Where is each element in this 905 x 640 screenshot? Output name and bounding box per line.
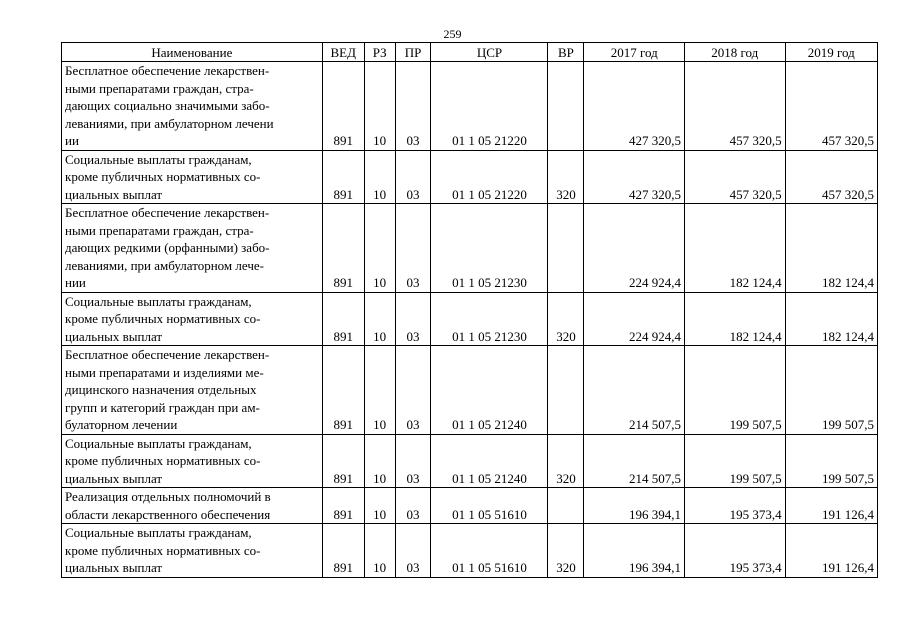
- row-2018: 457 320,5: [684, 150, 785, 204]
- row-ved: 891: [322, 62, 364, 151]
- row-csr: 01 1 05 21240: [431, 346, 548, 435]
- row-2017: 196 394,1: [584, 524, 685, 578]
- row-2017: 224 924,4: [584, 204, 685, 293]
- row-name: Бесплатное обеспечение лекарствен- ными препаратами граждан, стра- дающих редкими (орфанными) забо- леваниями, при амбулаторном лече- нии: [62, 204, 323, 293]
- row-name: Бесплатное обеспечение лекарствен- ными препаратами граждан, стра- дающих социально значимыми забо- леваниями, при амбулаторном лечени ии: [62, 62, 323, 151]
- row-2019: 199 507,5: [785, 434, 877, 488]
- row-pr: 03: [395, 434, 431, 488]
- row-2017: 427 320,5: [584, 62, 685, 151]
- row-vr: 320: [548, 524, 584, 578]
- row-2017: 214 507,5: [584, 346, 685, 435]
- row-2019: 191 126,4: [785, 524, 877, 578]
- row-2017: 427 320,5: [584, 150, 685, 204]
- header-rz: РЗ: [364, 43, 395, 62]
- row-2018: 182 124,4: [684, 204, 785, 293]
- row-2018: 199 507,5: [684, 434, 785, 488]
- row-csr: 01 1 05 21230: [431, 292, 548, 346]
- page-number: 259: [443, 27, 462, 41]
- budget-table: [61, 42, 878, 578]
- table-row: [62, 346, 878, 435]
- header-row: [62, 43, 878, 62]
- row-vr: [548, 346, 584, 435]
- row-ved: 891: [322, 292, 364, 346]
- row-vr: [548, 204, 584, 293]
- row-2017: 224 924,4: [584, 292, 685, 346]
- table-row: [62, 292, 878, 346]
- header-vr: ВР: [548, 43, 584, 62]
- row-rz: 10: [364, 62, 395, 151]
- header-csr: ЦСР: [431, 43, 548, 62]
- header-2018: 2018 год: [684, 43, 785, 62]
- row-ved: 891: [322, 434, 364, 488]
- row-pr: 03: [395, 150, 431, 204]
- table-row: [62, 524, 878, 578]
- row-2019: 199 507,5: [785, 346, 877, 435]
- row-ved: 891: [322, 346, 364, 435]
- row-vr: 320: [548, 434, 584, 488]
- row-name: Бесплатное обеспечение лекарствен- ными препаратами и изделиями ме- дицинского назначения отдельных групп и категорий граждан при ам- булаторном лечении: [62, 346, 323, 435]
- row-ved: 891: [322, 488, 364, 524]
- row-name: Социальные выплаты гражданам, кроме публичных нормативных со- циальных выплат: [62, 292, 323, 346]
- row-2019: 182 124,4: [785, 204, 877, 293]
- row-csr: 01 1 05 21220: [431, 150, 548, 204]
- row-2019: 457 320,5: [785, 150, 877, 204]
- table-row: [62, 488, 878, 524]
- row-ved: 891: [322, 524, 364, 578]
- row-vr: 320: [548, 150, 584, 204]
- header-name: Наименование: [62, 43, 323, 62]
- row-2018: 457 320,5: [684, 62, 785, 151]
- row-2018: 182 124,4: [684, 292, 785, 346]
- row-pr: 03: [395, 346, 431, 435]
- row-2017: 214 507,5: [584, 434, 685, 488]
- row-rz: 10: [364, 488, 395, 524]
- header-pr: ПР: [395, 43, 431, 62]
- row-2019: 457 320,5: [785, 62, 877, 151]
- row-csr: 01 1 05 21220: [431, 62, 548, 151]
- row-name: Реализация отдельных полномочий в области лекарственного обеспечения: [62, 488, 323, 524]
- row-rz: 10: [364, 346, 395, 435]
- row-csr: 01 1 05 21240: [431, 434, 548, 488]
- table-body: [62, 62, 878, 578]
- table-row: [62, 204, 878, 293]
- table-row: [62, 62, 878, 151]
- row-name: Социальные выплаты гражданам, кроме публичных нормативных со- циальных выплат: [62, 434, 323, 488]
- row-vr: 320: [548, 292, 584, 346]
- row-2019: 182 124,4: [785, 292, 877, 346]
- row-vr: [548, 488, 584, 524]
- row-rz: 10: [364, 524, 395, 578]
- table-row: [62, 150, 878, 204]
- row-rz: 10: [364, 204, 395, 293]
- row-name: Социальные выплаты гражданам, кроме публичных нормативных со- циальных выплат: [62, 524, 323, 578]
- row-2018: 195 373,4: [684, 524, 785, 578]
- row-pr: 03: [395, 524, 431, 578]
- row-rz: 10: [364, 150, 395, 204]
- row-2018: 195 373,4: [684, 488, 785, 524]
- row-pr: 03: [395, 204, 431, 293]
- row-csr: 01 1 05 21230: [431, 204, 548, 293]
- row-rz: 10: [364, 434, 395, 488]
- row-rz: 10: [364, 292, 395, 346]
- row-name: Социальные выплаты гражданам, кроме публичных нормативных со- циальных выплат: [62, 150, 323, 204]
- header-2019: 2019 год: [785, 43, 877, 62]
- row-2019: 191 126,4: [785, 488, 877, 524]
- row-ved: 891: [322, 150, 364, 204]
- row-vr: [548, 62, 584, 151]
- table-header: [62, 43, 878, 62]
- row-ved: 891: [322, 204, 364, 293]
- table-row: [62, 434, 878, 488]
- row-pr: 03: [395, 488, 431, 524]
- header-2017: 2017 год: [584, 43, 685, 62]
- row-csr: 01 1 05 51610: [431, 524, 548, 578]
- row-2017: 196 394,1: [584, 488, 685, 524]
- row-pr: 03: [395, 292, 431, 346]
- row-csr: 01 1 05 51610: [431, 488, 548, 524]
- header-ved: ВЕД: [322, 43, 364, 62]
- row-pr: 03: [395, 62, 431, 151]
- row-2018: 199 507,5: [684, 346, 785, 435]
